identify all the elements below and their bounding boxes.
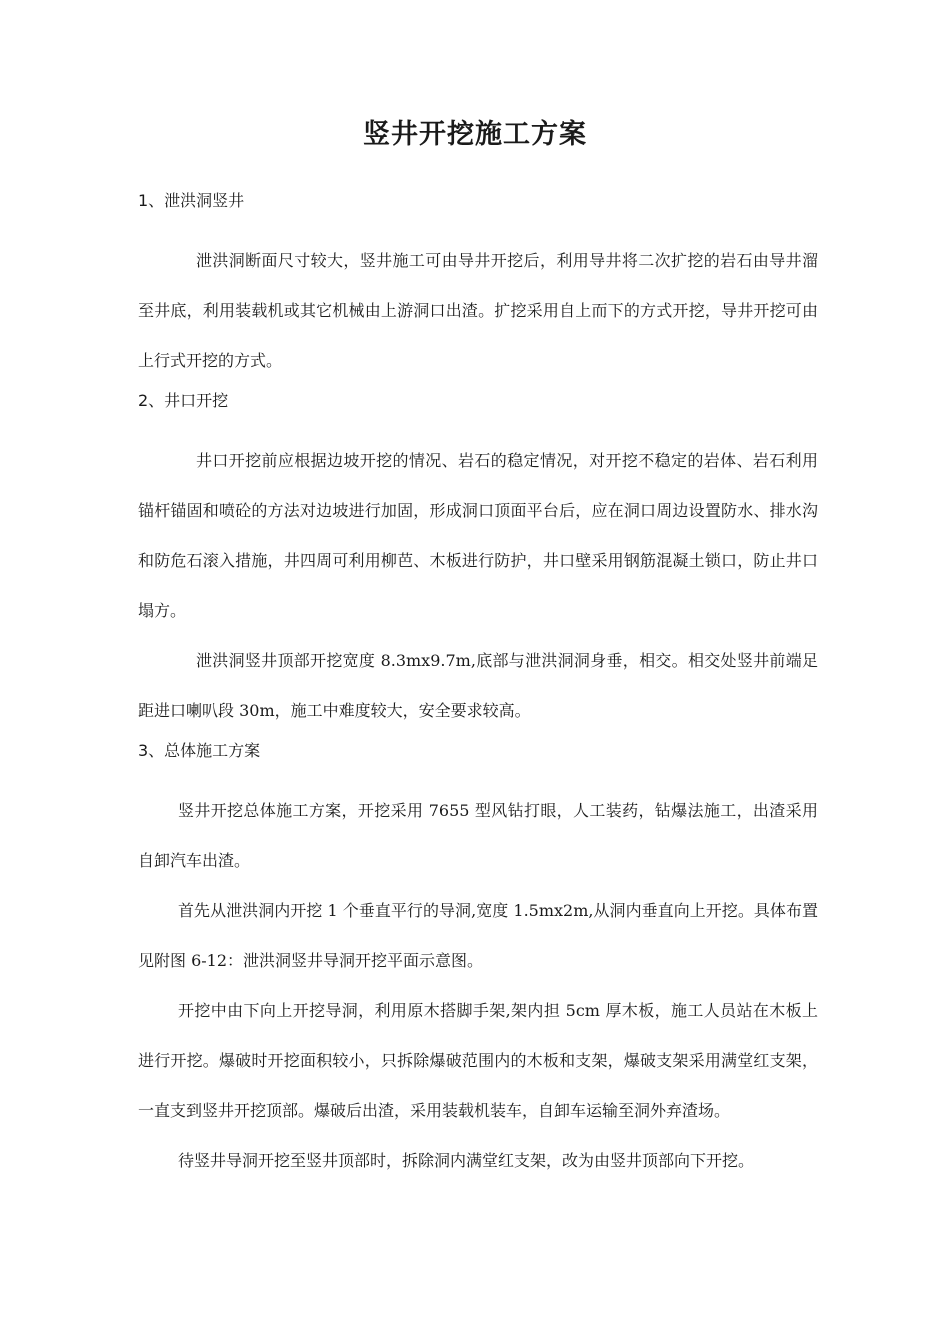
paragraph: 泄洪洞竖井顶部开挖宽度 8.3mx9.7m,底部与泄洪洞洞身垂，相交。相交处竖井前端足距进口喇叭段 30m，施工中难度较大，安全要求较高。 <box>138 651 818 720</box>
paragraph: 竖井开挖总体施工方案，开挖采用 7655 型风钻打眼，人工装药，钻爆法施工，出渣采用自卸汽车出渣。 <box>138 801 818 870</box>
section-1 <box>138 186 818 386</box>
section-heading: 1、泄洪洞竖井 <box>138 191 245 210</box>
section-heading: 3、总体施工方案 <box>138 741 261 760</box>
section-2 <box>138 386 818 736</box>
paragraph: 首先从泄洪洞内开挖 1 个垂直平行的导洞,宽度 1.5mx2m,从洞内垂直向上开挖。具体布置见附图 6-12：泄洪洞竖井导洞开挖平面示意图。 <box>138 901 818 970</box>
document-body <box>138 186 818 1186</box>
paragraph: 井口开挖前应根据边坡开挖的情况、岩石的稳定情况，对开挖不稳定的岩体、岩石利用锚杆锚固和喷砼的方法对边坡进行加固，形成洞口顶面平台后，应在洞口周边设置防水、排水沟和防危石滚入措施，井四周可利用柳芭、木板进行防护，井口壁采用钢筋混凝土锁口，防止井口塌方。 <box>138 451 818 620</box>
document-title: 竖井开挖施工方案 <box>363 119 587 150</box>
paragraph: 待竖井导洞开挖至竖井顶部时，拆除洞内满堂红支架，改为由竖井顶部向下开挖。 <box>178 1151 755 1170</box>
paragraph: 开挖中由下向上开挖导洞，利用原木搭脚手架,架内担 5cm 厚木板，施工人员站在木板上进行开挖。爆破时开挖面积较小，只拆除爆破范围内的木板和支架，爆破支架采用满堂红支架，一直支到竖井开挖顶部。爆破后出渣，采用装载机装车，自卸车运输至洞外弃渣场。 <box>138 1001 818 1120</box>
paragraph: 泄洪洞断面尺寸较大，竖井施工可由导井开挖后，利用导井将二次扩挖的岩石由导井溜至井底，利用装载机或其它机械由上游洞口出渣。扩挖采用自上而下的方式开挖，导井开挖可由上行式开挖的方式。 <box>138 251 818 370</box>
section-heading: 2、井口开挖 <box>138 391 229 410</box>
section-3 <box>138 736 818 1186</box>
